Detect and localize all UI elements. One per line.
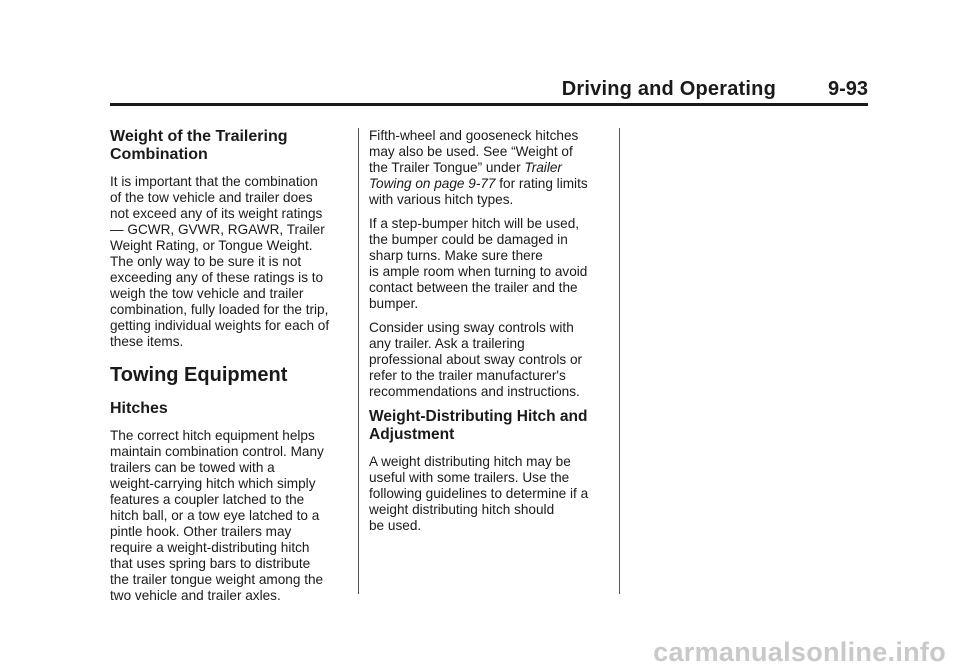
fifth-wheel-paragraph: Fifth-wheel and gooseneck hitches may also be used. See “Weight of the Trailer Tongue” under Trailer Towing on page 9-77 for rating limits with various hitch types. xyxy=(369,128,588,207)
page-number: 9-93 xyxy=(827,78,868,100)
weight-of-trailering-heading: Weight of the Trailering Combination xyxy=(110,128,288,163)
section-title: Driving and Operating xyxy=(561,78,776,100)
weight-paragraph: It is important that the combination of the tow vehicle and trailer does not exceed any of its weight ratings — GCWR, GVWR, RGAWR, Trailer Weight Rating, or Tongue Weight. The only way to be sure it is not exceeding any of these ratings is to weigh the tow vehicle and trailer combination, fully loaded for the trip, getting individual weights for each of these items. xyxy=(110,174,330,349)
column-1 xyxy=(110,128,352,604)
header-rule xyxy=(110,103,868,106)
hitches-heading: Hitches xyxy=(110,400,168,417)
watermark: carmanualsonline.info xyxy=(653,637,946,667)
sway-controls-paragraph: Consider using sway controls with any trailer. Ask a trailering professional about sway controls or refer to the trailer manufacturer's recommendations and instructions. xyxy=(369,320,583,399)
trailer-towing-link[interactable]: Trailer xyxy=(524,160,562,175)
column-divider-1 xyxy=(358,128,359,594)
page-header xyxy=(110,78,868,104)
weight-distributing-paragraph: A weight distributing hitch may be useful with some trailers. Use the following guidelines to determine if a weight distributing hitch should be used. xyxy=(369,454,589,533)
column-2 xyxy=(369,128,611,534)
trailer-towing-page-ref[interactable]: Towing on page 9-77 xyxy=(369,176,496,191)
column-divider-2 xyxy=(619,128,620,594)
weight-distributing-heading: Weight-Distributing Hitch and Adjustment xyxy=(369,408,588,443)
step-bumper-paragraph: If a step-bumper hitch will be used, the bumper could be damaged in sharp turns. Make sure there is ample room when turning to avoid contact between the trailer and the bumper. xyxy=(369,216,588,311)
towing-equipment-heading: Towing Equipment xyxy=(110,364,288,386)
hitches-paragraph: The correct hitch equipment helps maintain combination control. Many trailers can be towed with a weight-carrying hitch which simply features a coupler latched to the hitch ball, or a tow eye latched to a pintle hook. Other trailers may require a weight-distributing hitch that uses spring bars to distribute the trailer tongue weight among the two vehicle and trailer axles. xyxy=(110,428,324,603)
